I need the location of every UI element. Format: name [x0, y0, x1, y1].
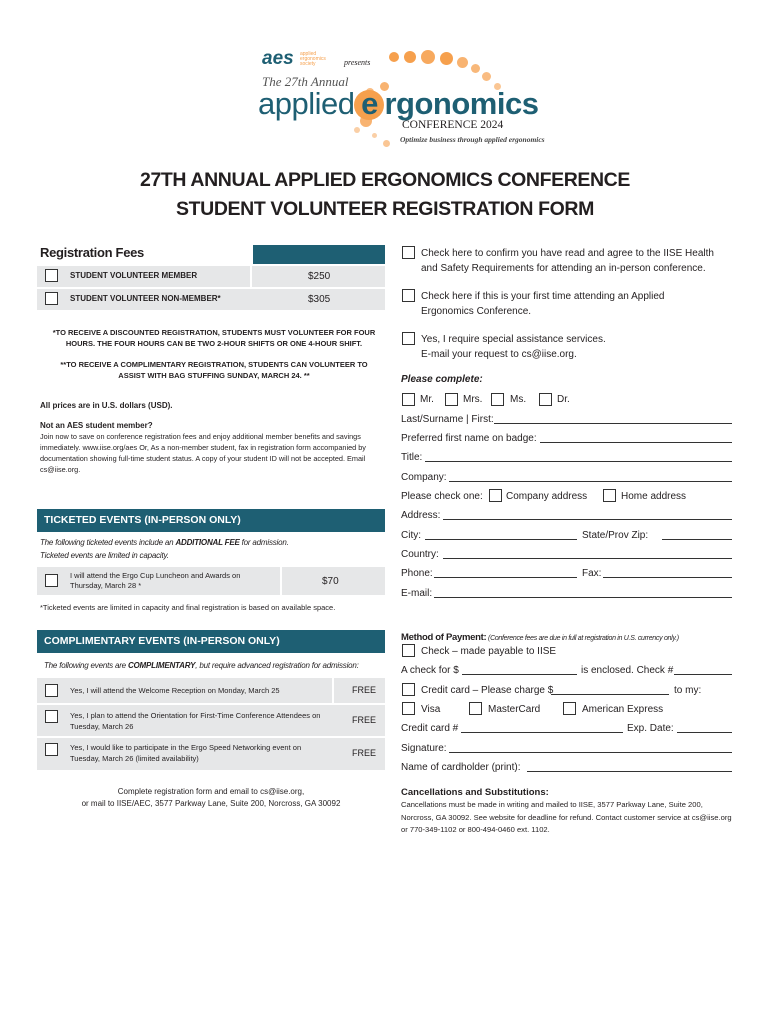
ms-checkbox[interactable]: [491, 393, 504, 406]
complimentary-heading: COMPLIMENTARY EVENTS (IN-PERSON ONLY): [44, 635, 280, 647]
ticketed-events-header: [37, 509, 385, 532]
signature-label: Signature:: [401, 743, 447, 754]
ticketed-intro-c: for admission.: [239, 538, 289, 547]
state-field[interactable]: [662, 539, 732, 540]
title-label: Title:: [401, 452, 423, 463]
comp-row-price: FREE: [352, 685, 377, 695]
student-member-checkbox[interactable]: [45, 269, 58, 282]
brand-ergonomi: rgonomi: [384, 86, 505, 121]
welcome-reception-checkbox[interactable]: [45, 684, 58, 697]
fee-row-price: $305: [308, 294, 331, 305]
special-assistance-label: [421, 332, 606, 362]
card-number-label: Credit card #: [401, 723, 459, 734]
fees-header-bar: [253, 245, 385, 264]
comp-row-label: Yes, I will attend the Welcome Reception on Monday, March 25: [70, 686, 280, 695]
check-amount-field[interactable]: [462, 674, 577, 675]
not-member-heading: Not an AES student member?: [40, 421, 153, 430]
mr-checkbox[interactable]: [402, 393, 415, 406]
please-complete-heading: Please complete:: [401, 374, 483, 385]
email-label: E-mail:: [401, 588, 433, 599]
credit-card-charge-label: Credit card – Please charge $: [421, 685, 554, 696]
tagline: Optimize business through applied ergonomics: [400, 135, 545, 144]
fax-label: Fax:: [582, 568, 602, 579]
mr-label: Mr.: [420, 394, 434, 405]
first-time-checkbox[interactable]: [402, 289, 415, 302]
state-label: State/Prov Zip:: [582, 530, 649, 541]
mrs-label: Mrs.: [463, 394, 483, 405]
health-safety-checkbox[interactable]: [402, 246, 415, 259]
ticketed-row-price: $70: [322, 576, 339, 587]
discount-note: *TO RECEIVE A DISCOUNTED REGISTRATION, STUDENTS MUST VOLUNTEER FOR FOUR HOURS. THE FOUR HOURS CAN BE TWO 2-HOUR SHIFTS OR ONE 4-HOUR SHIFT.: [52, 328, 376, 348]
phone-field[interactable]: [434, 577, 577, 578]
title-line-1: 27TH ANNUAL APPLIED ERGONOMICS CONFERENCE: [140, 169, 630, 191]
company-address-checkbox[interactable]: [489, 489, 502, 502]
address-label: Address:: [401, 510, 441, 521]
company-label: Company:: [401, 472, 447, 483]
please-check-label: Please check one:: [401, 491, 483, 502]
ticketed-intro-bold: ADDITIONAL FEE: [175, 538, 240, 547]
first-time-label: Check here if this is your first time attending an Applied Ergonomics Conference.: [421, 291, 665, 317]
cancellations-body: Cancellations must be made in writing and mailed to IISE, 3577 Parkway Lane, Suite 200, Norcross, GA 30092. See website for deadline for refund. Contact customer service at cs@iise.org or 770-349-1102 or 800-494-0460 ext. 1102.: [401, 800, 732, 834]
exp-date-field[interactable]: [677, 732, 732, 733]
payment-heading: [401, 627, 679, 645]
amex-label: American Express: [582, 704, 664, 715]
special-assistance-checkbox[interactable]: [402, 332, 415, 345]
exp-date-label: Exp. Date:: [627, 723, 674, 734]
city-label: City:: [401, 530, 421, 541]
ticketed-row-label: I will attend the Ergo Cup Luncheon and Awards on Thursday, March 28 *: [70, 571, 241, 590]
visa-checkbox[interactable]: [402, 702, 415, 715]
country-field[interactable]: [443, 558, 732, 559]
presents-text: presents: [344, 58, 371, 67]
to-my-label: to my:: [674, 685, 702, 696]
credit-card-checkbox[interactable]: [402, 683, 415, 696]
brand-c: c: [504, 86, 522, 121]
check-number-field[interactable]: [674, 674, 732, 675]
card-number-field[interactable]: [461, 732, 623, 733]
email-field[interactable]: [434, 597, 732, 598]
cardholder-label: Name of cardholder (print):: [401, 762, 521, 773]
dr-label: Dr.: [557, 394, 570, 405]
comp-row-label: Yes, I plan to attend the Orientation for First-Time Conference Attendees on Tuesday, March 26: [70, 711, 321, 731]
registration-fees-heading: Registration Fees: [40, 245, 144, 260]
usd-note: All prices are in U.S. dollars (USD).: [40, 401, 173, 410]
fee-row-price: $250: [308, 271, 331, 282]
mrs-checkbox[interactable]: [445, 393, 458, 406]
comp-row-price: FREE: [352, 715, 377, 725]
comp-intro-bold: COMPLIMENTARY: [127, 661, 196, 670]
home-address-checkbox[interactable]: [603, 489, 616, 502]
dr-checkbox[interactable]: [539, 393, 552, 406]
special-assistance-line-2: E-mail your request to cs@iise.org.: [421, 349, 577, 360]
aes-logo-subtext: applied ergonomics society: [300, 51, 326, 67]
brand-e-circle: e: [354, 90, 384, 120]
signature-field[interactable]: [449, 752, 732, 753]
ticketed-intro-2: Ticketed events are limited in capacity.: [40, 551, 169, 560]
enclosed-label: is enclosed. Check #: [581, 665, 674, 676]
student-nonmember-checkbox[interactable]: [45, 292, 58, 305]
cardholder-field[interactable]: [527, 771, 732, 772]
health-safety-label: Check here to confirm you have read and agree to the IISE Health and Safety Requirements for attending an in-person conference.: [421, 248, 714, 274]
fee-row-label: STUDENT VOLUNTEER MEMBER: [70, 271, 198, 280]
visa-label: Visa: [421, 704, 441, 715]
ms-label: Ms.: [510, 394, 527, 405]
title-line-2: STUDENT VOLUNTEER REGISTRATION FORM: [176, 198, 594, 220]
comp-row-label: Yes, I would like to participate in the Ergo Speed Networking event on Tuesday, March 26 (limited availability): [70, 743, 302, 763]
title-field[interactable]: [425, 461, 732, 462]
last-first-label: Last/Surname | First:: [401, 414, 494, 425]
speed-networking-checkbox[interactable]: [45, 743, 58, 756]
ticketed-footnote: *Ticketed events are limited in capacity and final registration is based on available space.: [40, 603, 336, 612]
ticketed-intro: [40, 538, 289, 547]
amex-checkbox[interactable]: [563, 702, 576, 715]
special-assistance-line-1: Yes, I require special assistance services.: [421, 334, 606, 345]
mastercard-checkbox[interactable]: [469, 702, 482, 715]
address-field[interactable]: [443, 519, 732, 520]
cancellations-heading: Cancellations and Substitutions:: [401, 787, 549, 798]
brand-wordmark: [258, 86, 538, 122]
brand-applied: applied: [258, 86, 355, 121]
submit-line-1: Complete registration form and email to cs@iise.org,: [117, 787, 305, 796]
fee-row-label: STUDENT VOLUNTEER NON-MEMBER*: [70, 294, 221, 303]
ticketed-intro-a: The following ticketed events include an: [40, 538, 176, 547]
annual-text: The 27th Annual: [262, 74, 349, 89]
form-title: [0, 166, 770, 224]
comp-intro-c: , but require advanced registration for admission:: [195, 661, 359, 670]
charge-amount-field[interactable]: [551, 694, 669, 695]
company-field[interactable]: [449, 481, 732, 482]
aes-logo-text: aes: [262, 48, 294, 69]
submit-instructions: [37, 786, 385, 810]
check-payment-label: Check – made payable to IISE: [421, 646, 557, 657]
check-for-label: A check for $: [401, 665, 459, 676]
city-field[interactable]: [425, 539, 577, 540]
comp-row-price: FREE: [352, 748, 377, 758]
not-member-body: Join now to save on conference registration fees and enjoy additional member benefits and savings immediately. www.iise.org/aes Or, As a non-member student, fax in registration form accompanied by documentation showing full-time student status. A copy of your student ID will not be accepted. Email cs@iise.org.: [40, 432, 366, 474]
submit-line-2: or mail to IISE/AEC, 3577 Parkway Lane, Suite 200, Norcross, GA 30092: [81, 799, 341, 808]
company-address-label: Company address: [506, 491, 588, 502]
payment-heading-note: (Conference fees are due in full at registration in U.S. currency only.): [486, 635, 679, 642]
mastercard-label: MasterCard: [488, 704, 541, 715]
phone-label: Phone:: [401, 568, 433, 579]
fax-field[interactable]: [603, 577, 732, 578]
preferred-name-label: Preferred first name on badge:: [401, 433, 537, 444]
country-label: Country:: [401, 549, 439, 560]
conference-year: CONFERENCE 2024: [402, 119, 504, 131]
brand-s: s: [521, 86, 539, 121]
comp-intro-a: The following events are: [44, 661, 128, 670]
orientation-checkbox[interactable]: [45, 710, 58, 723]
check-payment-checkbox[interactable]: [402, 644, 415, 657]
ticketed-heading: TICKETED EVENTS (IN-PERSON ONLY): [44, 514, 241, 526]
payment-heading-text: Method of Payment:: [401, 632, 487, 643]
complimentary-intro: [44, 661, 359, 670]
preferred-name-field[interactable]: [540, 442, 732, 443]
complimentary-note: **TO RECEIVE A COMPLIMENTARY REGISTRATION, STUDENTS CAN VOLUNTEER TO ASSIST WITH BAG STUFFING SUNDAY, MARCH 24. **: [60, 360, 368, 380]
complimentary-events-header: [37, 630, 385, 653]
ergo-cup-checkbox[interactable]: [45, 574, 58, 587]
home-address-label: Home address: [621, 491, 687, 502]
last-first-field[interactable]: [494, 423, 732, 424]
